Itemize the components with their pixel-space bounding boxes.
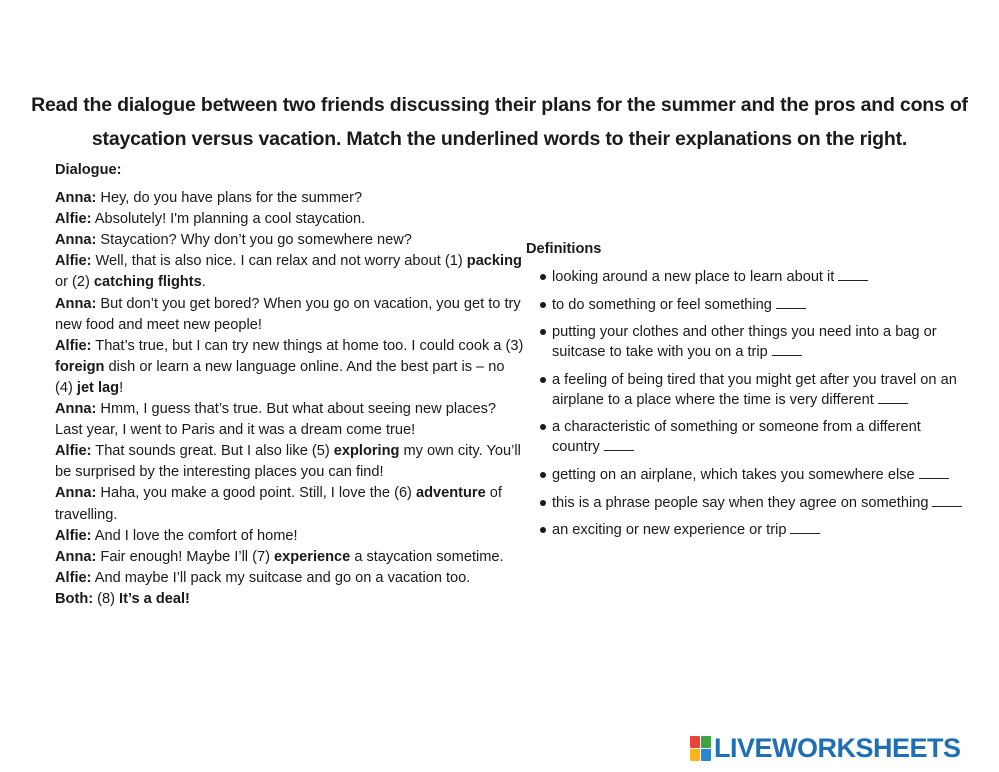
dialogue-line [55,230,525,251]
definitions-label: Definitions [526,241,602,257]
dialogue-section [55,160,525,610]
answer-blank[interactable] [604,438,634,451]
definition-text: putting your clothes and other things you need into a bag or suitcase to take with you on a trip [552,324,937,361]
definitions-section [526,239,966,548]
definition-item [526,465,966,485]
bullet-icon [540,500,546,506]
dialogue-line [55,483,525,525]
dialogue-line [55,547,525,568]
answer-blank[interactable] [776,296,806,309]
answer-blank[interactable] [878,391,908,404]
dialogue-line [55,441,525,483]
definition-text: looking around a new place to learn about it [552,269,835,285]
definition-item [526,295,966,315]
dialogue-line [55,294,525,336]
answer-blank[interactable] [838,268,868,281]
definition-item [526,370,966,410]
dialogue-text: But don’t you get bored? When you go on vacation, you get to try new food and meet new people! [55,295,521,333]
dialogue-text: of travelling. [55,485,502,523]
logo-tile [701,749,711,761]
speaker-name: Alfie: [55,569,92,586]
target-word: foreign [55,358,105,375]
dialogue-text: That’s true, but I can try new things at home too. I could cook a (3) [91,337,524,354]
speaker-name: Alfie: [55,527,92,544]
target-word: adventure [415,485,486,502]
answer-blank[interactable] [932,494,962,507]
dialogue-text: or (2) [55,274,94,291]
dialogue-text: a staycation sometime. [350,548,504,565]
bullet-icon [540,329,546,335]
logo-mark-icon [690,736,711,761]
speaker-name: Alfie: [55,337,92,354]
dialogue-line [55,336,525,399]
definition-text: a characteristic of something or someone from a different country [552,419,921,456]
dialogue-text: Absolutely! I'm planning a cool staycation. [91,211,366,228]
liveworksheets-logo [690,732,961,764]
dialogue-line [55,589,525,610]
dialogue-line [55,209,525,230]
speaker-name: Anna: [55,190,97,207]
definition-item [526,520,966,540]
speaker-name: Alfie: [55,443,92,460]
bullet-icon [540,302,546,308]
dialogue-line [55,526,525,547]
definition-text: to do something or feel something [552,296,772,313]
dialogue-text: And I love the comfort of home! [91,527,298,544]
bullet-icon [540,527,546,533]
dialogue-text: Staycation? Why don’t you go somewhere new? [96,232,412,249]
bullet-icon [540,377,546,383]
dialogue-text: (8) [93,590,120,607]
dialogue-text: ! [119,379,124,396]
definition-text: a feeling of being tired that you might get after you travel on an airplane to a place where the time is very different [552,371,957,408]
target-word: catching flights [93,274,202,291]
speaker-name: Anna: [55,485,97,502]
dialogue-text: Hey, do you have plans for the summer? [96,190,363,207]
logo-tile [690,749,700,761]
speaker-name: Anna: [55,401,97,418]
title-line-2: staycation versus vacation. Match the underlined words to their explanations on the right. [91,128,908,150]
worksheet-title [20,88,979,156]
target-word: jet lag [76,379,120,396]
dialogue-label: Dialogue: [55,162,122,178]
bullet-icon [540,274,546,280]
definition-text: this is a phrase people say when they agree on something [552,494,929,511]
target-word: packing [466,253,522,270]
logo-text: LIVEWORKSHEETS [714,732,961,763]
answer-blank[interactable] [919,466,949,479]
speaker-name: Alfie: [55,211,92,228]
logo-tile [690,736,700,748]
dialogue-text: And maybe I’ll pack my suitcase and go on a vacation too. [91,569,471,586]
dialogue-text: . [201,274,206,291]
title-line-1: Read the dialogue between two friends discussing their plans for the summer and the pros and cons of [31,94,968,116]
dialogue-text: Haha, you make a good point. Still, I love the (6) [96,485,416,502]
dialogue-lines [55,188,525,610]
target-word: experience [274,548,351,565]
speaker-name: Both: [55,590,94,607]
definition-item [526,267,966,287]
dialogue-text: Fair enough! Maybe I’ll (7) [96,548,274,565]
definition-text: an exciting or new experience or trip [552,522,787,539]
answer-blank[interactable] [772,343,802,356]
dialogue-line [55,568,525,589]
target-word: exploring [333,443,400,460]
definition-item [526,417,966,457]
target-word: It’s a deal! [119,590,190,607]
speaker-name: Anna: [55,295,97,312]
definition-item [526,493,966,513]
dialogue-text: That sounds great. But I also like (5) [91,443,334,460]
bullet-icon [540,472,546,478]
logo-tile [701,736,711,748]
speaker-name: Alfie: [55,253,92,270]
answer-blank[interactable] [790,521,820,534]
dialogue-line [55,399,525,441]
speaker-name: Anna: [55,232,97,249]
speaker-name: Anna: [55,548,97,565]
definitions-list [526,267,966,540]
dialogue-line [55,188,525,209]
dialogue-text: Well, that is also nice. I can relax and not worry about (1) [91,253,467,270]
definition-item [526,322,966,362]
dialogue-line [55,251,525,293]
bullet-icon [540,424,546,430]
dialogue-text: Hmm, I guess that’s true. But what about seeing new places? Last year, I went to Paris and it was a dream come true! [55,401,497,439]
dialogue-text: my own city. You’ll be surprised by the interesting places you can find! [55,443,521,481]
definition-text: getting on an airplane, which takes you somewhere else [552,466,915,483]
dialogue-text: dish or learn a new language online. And the best part is – no (4) [55,358,505,396]
